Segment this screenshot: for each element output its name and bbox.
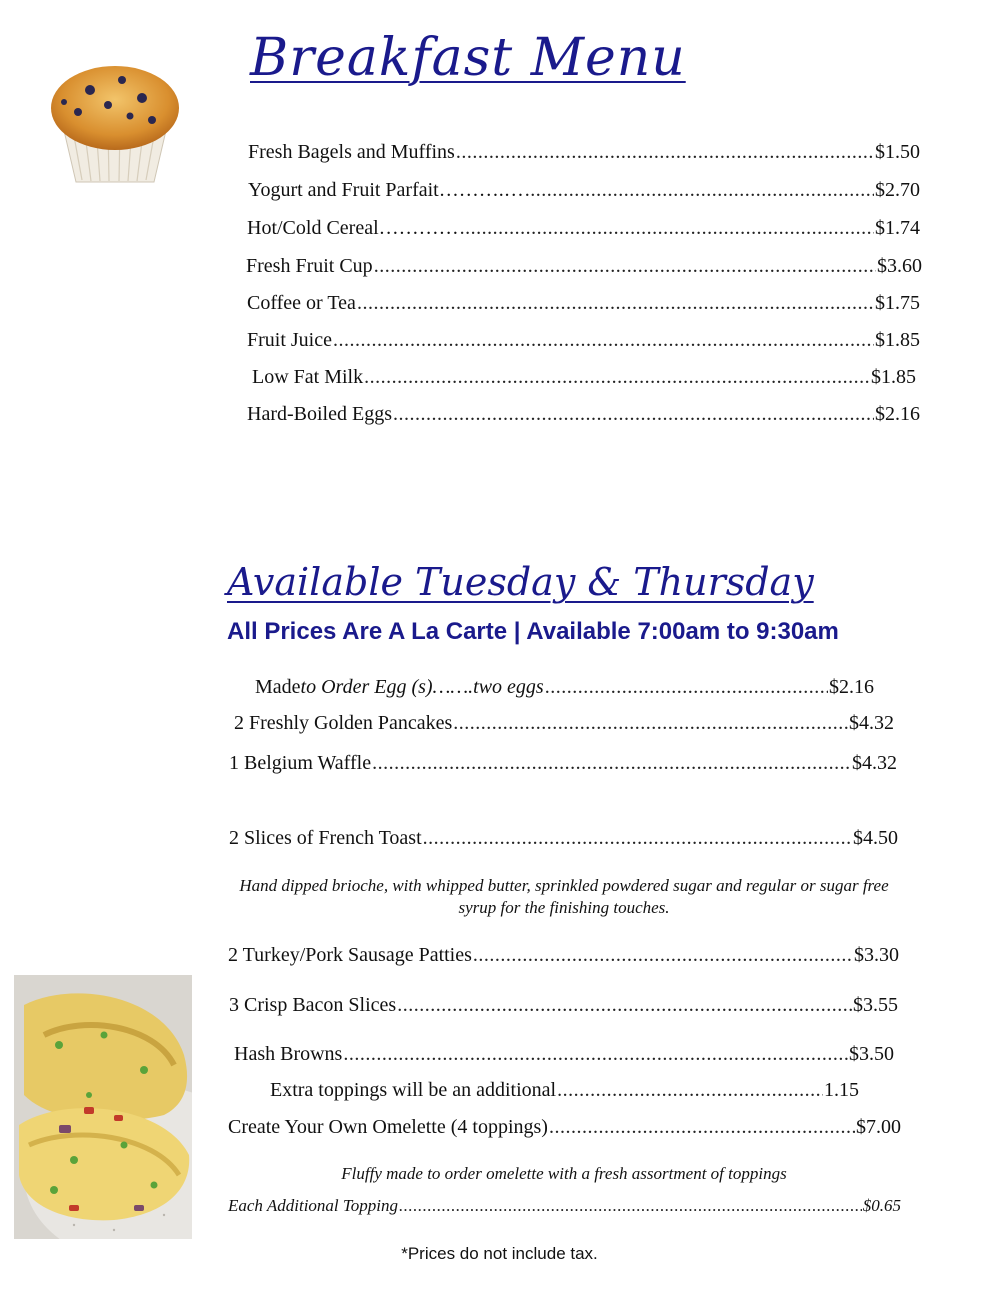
item-name: 1 Belgium Waffle [229,752,372,774]
menu-item [252,366,916,389]
menu-item [234,712,894,735]
item-name-italic: to Order Egg (s)…….two eggs [300,676,544,698]
item-name: Fresh Fruit Cup [246,255,373,277]
item-price: $1.85 [875,329,920,351]
item-name: Yogurt and Fruit Parfait……….… [248,179,524,201]
menu-item [247,217,920,240]
omelette-description: Fluffy made to order omelette with a fresh assortment of toppings [341,1164,787,1183]
menu-item [228,1116,901,1139]
item-price: $3.30 [854,944,899,966]
item-price: $2.70 [875,179,920,201]
item-price: $3.50 [849,1043,894,1065]
menu-item [229,994,898,1017]
item-name: Each Additional Topping [228,1196,399,1215]
muffin-image [40,50,190,190]
item-name: 2 Freshly Golden Pancakes [234,712,453,734]
menu-item [248,179,920,202]
item-name: Create Your Own Omelette (4 toppings) [228,1116,548,1138]
item-price: $7.00 [856,1116,901,1138]
section-subtitle: All Prices Are A La Carte | Available 7:00am to 9:30am [227,618,839,645]
item-name: Hard-Boiled Eggs [247,403,392,425]
menu-item [247,403,920,426]
item-price: $1.85 [871,366,916,388]
menu-item [255,676,874,699]
menu-item [234,1043,894,1066]
item-name: 2 Turkey/Pork Sausage Patties [228,944,472,966]
item-price: $1.50 [875,141,920,163]
item-price: $3.60 [877,255,922,277]
menu-item [228,1196,901,1216]
item-name: Made [255,676,301,698]
item-price: $3.55 [853,994,898,1016]
item-name: Extra toppings will be an additional [270,1079,557,1101]
item-name: Fresh Bagels and Muffins [248,141,455,163]
item-name: Hot/Cold Cereal………… [247,217,459,239]
item-price: $4.32 [852,752,897,774]
item-price: $0.65 [862,1196,901,1215]
menu-item [247,292,920,315]
item-price: $1.75 [875,292,920,314]
item-name: Fruit Juice [247,329,332,351]
tax-disclaimer: *Prices do not include tax. [401,1244,598,1263]
menu-item [247,329,920,352]
menu-item [229,752,897,775]
item-price: $4.32 [849,712,894,734]
item-price: $4.50 [853,827,898,849]
item-price: $2.16 [829,676,874,698]
item-name: 2 Slices of French Toast [229,827,422,849]
omelette-image [14,975,192,1239]
menu-item [270,1079,859,1102]
menu-item [229,827,898,850]
french-toast-description: Hand dipped brioche, with whipped butter, sprinkled powdered sugar and regular or sugar free syrup for the finishing touches. [239,876,889,917]
item-name: Coffee or Tea [247,292,356,314]
menu-item [228,944,899,967]
section-title: Available Tuesday & Thursday [227,560,814,604]
menu-item [246,255,922,278]
item-name: Low Fat Milk [252,366,364,388]
page-title: Breakfast Menu [250,28,686,88]
item-price: 1.15 [824,1079,859,1101]
item-price: $1.74 [875,217,920,239]
menu-item [248,141,920,164]
item-name: 3 Crisp Bacon Slices [229,994,397,1016]
item-price: $2.16 [875,403,920,425]
item-name: Hash Browns [234,1043,343,1065]
